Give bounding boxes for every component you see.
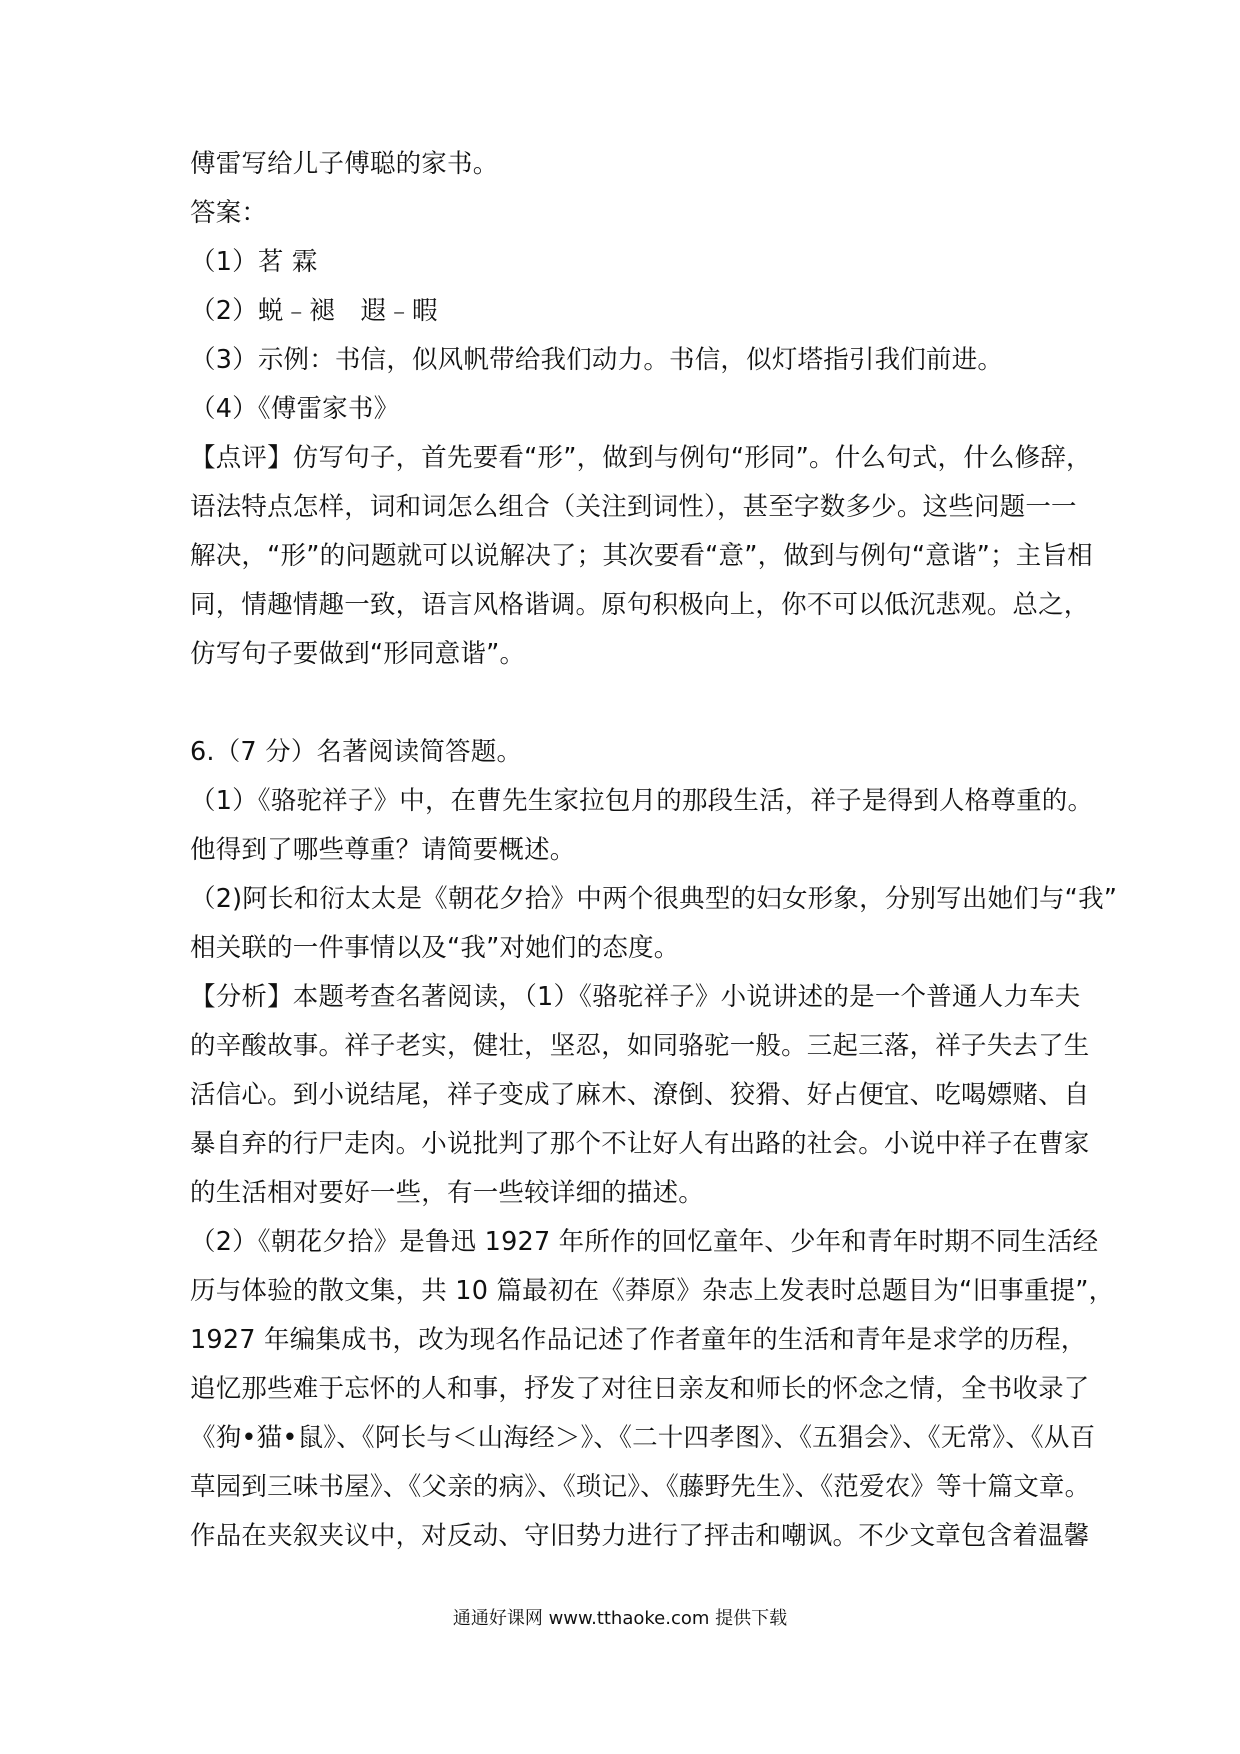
comment-line: 【点评】仿写句子，首先要看“形”，做到与例句“形同”。什么句式，什么修辞， bbox=[190, 443, 1092, 473]
analysis-line: 【分析】本题考查名著阅读，（1）《骆驼祥子》小说讲述的是一个普通人力车夫 bbox=[190, 982, 1081, 1012]
analysis-line: 1927 年编集成书，改为现名作品记述了作者童年的生活和青年是求学的历程， bbox=[190, 1325, 1087, 1355]
analysis-line: 的生活相对要好一些，有一些较详细的描述。 bbox=[190, 1178, 705, 1208]
answer-item-4: （4）《傅雷家书》 bbox=[190, 394, 400, 424]
section-spacer bbox=[190, 679, 1060, 728]
question-line: 相关联的一件事情以及“我”对她们的态度。 bbox=[190, 933, 680, 963]
analysis-line: 历与体验的散文集，共 10 篇最初在《莽原》杂志上发表时总题目为“旧事重提”， bbox=[190, 1276, 1115, 1306]
analysis-line: （2）《朝花夕拾》是鲁迅 1927 年所作的回忆童年、少年和青年时期不同生活经 bbox=[190, 1227, 1099, 1257]
question-title: 6.（7 分）名著阅读简答题。 bbox=[190, 737, 523, 767]
section-question-6 bbox=[190, 728, 1118, 1561]
analysis-line: 活信心。到小说结尾，祥子变成了麻木、潦倒、狡猾、好占便宜、吃喝嫖赌、自 bbox=[190, 1080, 1090, 1110]
analysis-line: 暴自弃的行尸走肉。小说批判了那个不让好人有出路的社会。小说中祥子在曹家 bbox=[190, 1129, 1090, 1159]
answer-item-1: （1）茗 霖 bbox=[190, 247, 318, 277]
paragraph-line: 傅雷写给儿子傅聪的家书。 bbox=[190, 149, 499, 179]
analysis-line: 草园到三味书屋》、《父亲的病》、《琐记》、《藤野先生》、《范爱农》等十篇文章。 bbox=[190, 1472, 1091, 1502]
section-answer bbox=[190, 140, 1093, 679]
analysis-line: 追忆那些难于忘怀的人和事，抒发了对往日亲友和师长的怀念之情，全书收录了 bbox=[190, 1374, 1090, 1404]
question-line: （1）《骆驼祥子》中，在曹先生家拉包月的那段生活，祥子是得到人格尊重的。 bbox=[190, 786, 1094, 816]
analysis-line: 《狗•猫•鼠》、《阿长与＜山海经＞》、《二十四孝图》、《五猖会》、《无常》、《从百 bbox=[190, 1423, 1096, 1453]
answer-heading: 答案： bbox=[190, 198, 268, 228]
question-line: 他得到了哪些尊重？请简要概述。 bbox=[190, 835, 576, 865]
analysis-line: 作品在夹叙夹议中，对反动、守旧势力进行了抨击和嘲讽。不少文章包含着温馨 bbox=[190, 1521, 1090, 1551]
answer-item-3: （3）示例：书信，似风帆带给我们动力。书信，似灯塔指引我们前进。 bbox=[190, 345, 1004, 375]
comment-line: 同，情趣情趣一致，语言风格谐调。原句积极向上，你不可以低沉悲观。总之， bbox=[190, 590, 1090, 620]
analysis-line: 的辛酸故事。祥子老实，健壮，坚忍，如同骆驼一般。三起三落，祥子失去了生 bbox=[190, 1031, 1090, 1061]
comment-line: 解决，“形”的问题就可以说解决了；其次要看“意”，做到与例句“意谐”；主旨相 bbox=[190, 541, 1093, 571]
comment-line: 仿写句子要做到“形同意谐”。 bbox=[190, 639, 526, 669]
document-body bbox=[190, 140, 1118, 1561]
question-line: （2)阿长和衍太太是《朝花夕拾》中两个很典型的妇女形象，分别写出她们与“我” bbox=[190, 884, 1118, 914]
page-footer: 通通好课网 www.tthaoke.com 提供下载 bbox=[452, 1608, 788, 1629]
answer-item-2: （2）蜕﹣褪 遐﹣暇 bbox=[190, 296, 438, 326]
comment-line: 语法特点怎样，词和词怎么组合（关注到词性），甚至字数多少。这些问题一一 bbox=[190, 492, 1077, 522]
